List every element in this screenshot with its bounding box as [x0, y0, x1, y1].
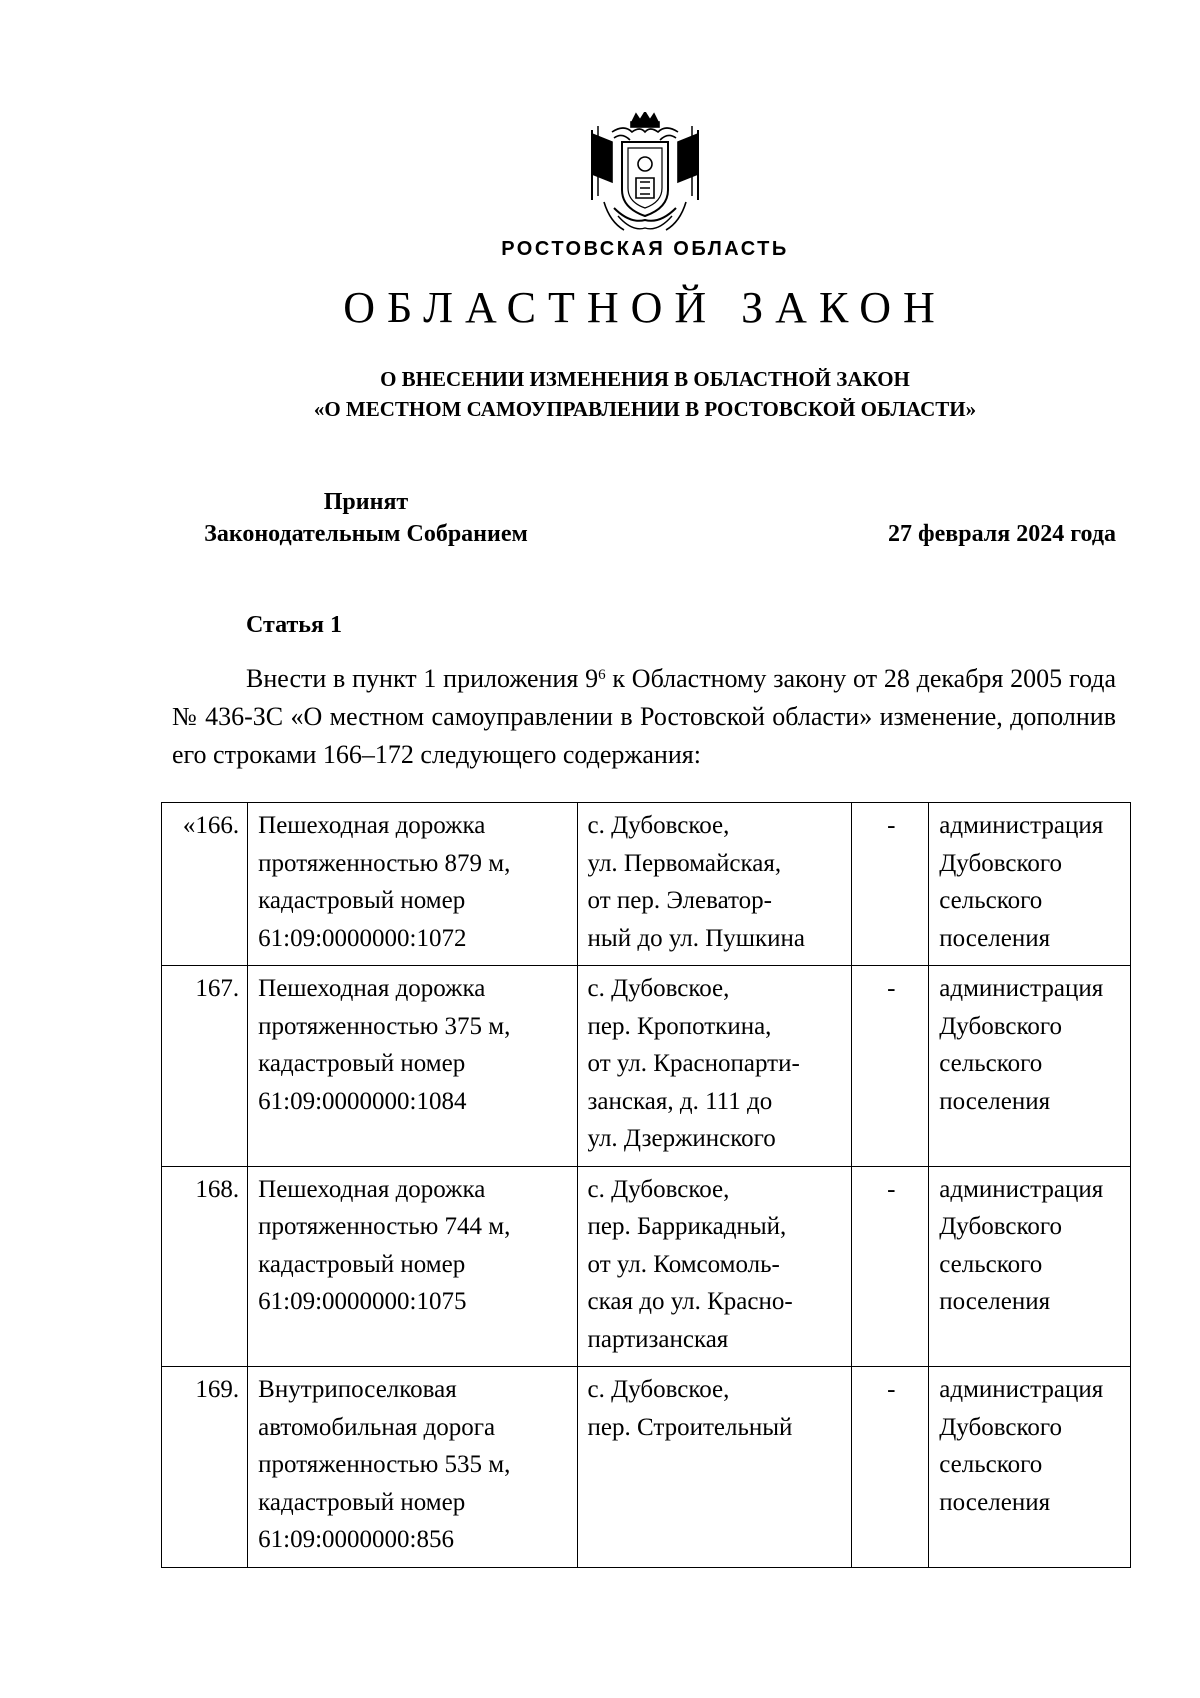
cell-line: с. Дубовское, [587, 1376, 730, 1403]
cell-line: Пешеходная дорожка [258, 812, 486, 839]
law-title-line: «О МЕСТНОМ САМОУПРАВЛЕНИИ В РОСТОВСКОЙ ОБЛАСТИ» [313, 397, 977, 421]
row-number: «166. [162, 803, 248, 966]
document-type: ОБЛАСТНОЙ ЗАКОН [343, 283, 947, 332]
object-name [248, 966, 577, 1167]
cell-line: сельского [939, 1250, 1043, 1278]
cell-line: ный до ул. Пушкина [587, 924, 806, 952]
cell-line: ул. Дзержинского [587, 1125, 776, 1152]
cell-line: Пешеходная дорожка [258, 975, 486, 1002]
object-name [248, 803, 577, 966]
cell-line: 61:09:0000000:856 [258, 1526, 454, 1553]
owner-cell [929, 1166, 1131, 1367]
row-number: 169. [162, 1367, 248, 1568]
cell-line: поселения [939, 1087, 1051, 1115]
adopted-by-line: Принят [323, 489, 409, 515]
cell-line: ул. Первомайская, [587, 849, 782, 877]
cell-line: Дубовского [939, 1012, 1062, 1040]
region-name: РОСТОВСКАЯ ОБЛАСТЬ [501, 238, 789, 260]
row-number: 167. [162, 966, 248, 1167]
cell-line: пер. Баррикадный, [587, 1213, 787, 1240]
article-heading: Статья 1 [246, 612, 342, 638]
article-text-part: Внести в пункт 1 приложения 9 [246, 664, 599, 693]
object-location [577, 966, 852, 1167]
adopted-by [176, 486, 556, 550]
cell-line: кадастровый номер [258, 1050, 466, 1077]
article-text-part: к Областному закону от 28 декабря 2005 года № 436-ЗС «О местном самоуправлении в Ростовской области» изменение, дополнив его строками 166–172 следующего содержания: [172, 664, 1116, 769]
dash-cell: - [852, 803, 929, 966]
cell-line: поселения [939, 924, 1051, 952]
cell-line: сельского [939, 1050, 1043, 1077]
cell-line: Дубовского [939, 1413, 1062, 1441]
cell-line: сельского [939, 1451, 1043, 1478]
cell-line: сельского [939, 887, 1043, 914]
cell-line: партизанская [587, 1325, 729, 1353]
cell-line: администрация [939, 1175, 1104, 1203]
owner-cell [929, 1367, 1131, 1568]
object-name [248, 1367, 577, 1568]
cell-line: автомобильная дорога [258, 1413, 496, 1441]
object-location [577, 1166, 852, 1367]
coat-of-arms-icon [584, 112, 706, 240]
owner-cell [929, 803, 1131, 966]
cell-line: от ул. Комсомоль- [587, 1250, 780, 1278]
cell-line: Дубовского [939, 849, 1062, 877]
object-location [577, 1367, 852, 1568]
cell-line: кадастровый номер [258, 1250, 466, 1278]
cell-line: кадастровый номер [258, 887, 466, 914]
cell-line: протяженностью 375 м, [258, 1012, 511, 1040]
table-row [162, 1166, 1131, 1367]
cell-line: от ул. Краснопарти- [587, 1050, 800, 1077]
cell-line: поселения [939, 1488, 1051, 1516]
object-name [248, 1166, 577, 1367]
cell-line: поселения [939, 1288, 1051, 1315]
cell-line: с. Дубовское, [587, 975, 730, 1002]
cell-line: Пешеходная дорожка [258, 1175, 486, 1203]
adopted-by-line: Законодательным Собранием [204, 521, 528, 547]
cell-line: 61:09:0000000:1084 [258, 1087, 467, 1115]
table-row [162, 966, 1131, 1167]
law-title [0, 364, 1200, 424]
cell-line: с. Дубовское, [587, 812, 730, 839]
dash-cell: - [852, 966, 929, 1167]
cell-line: Внутрипоселковая [258, 1376, 457, 1403]
article-superscript: 6 [598, 667, 606, 683]
table-row [162, 1367, 1131, 1568]
cell-line: от пер. Элеватор- [587, 887, 772, 914]
cell-line: кадастровый номер [258, 1488, 466, 1516]
dash-cell: - [852, 1367, 929, 1568]
table-row [162, 803, 1131, 966]
cell-line: пер. Кропоткина, [587, 1012, 772, 1040]
adoption-date: 27 февраля 2024 года [888, 521, 1116, 547]
article-text [172, 660, 1116, 774]
cell-line: протяженностью 744 м, [258, 1213, 511, 1240]
cell-line: 61:09:0000000:1075 [258, 1288, 467, 1315]
cell-line: администрация [939, 975, 1104, 1002]
cell-line: администрация [939, 1376, 1104, 1403]
object-location [577, 803, 852, 966]
cell-line: занская, д. 111 до [587, 1087, 773, 1115]
dash-cell: - [852, 1166, 929, 1367]
cell-line: с. Дубовское, [587, 1175, 730, 1203]
row-number: 168. [162, 1166, 248, 1367]
cell-line: протяженностью 879 м, [258, 849, 511, 877]
cell-line: администрация [939, 812, 1104, 839]
cell-line: пер. Строительный [587, 1413, 793, 1441]
cell-line: 61:09:0000000:1072 [258, 924, 467, 952]
owner-cell [929, 966, 1131, 1167]
cell-line: ская до ул. Красно- [587, 1288, 793, 1315]
law-title-line: О ВНЕСЕНИИ ИЗМЕНЕНИЯ В ОБЛАСТНОЙ ЗАКОН [380, 367, 910, 391]
cell-line: Дубовского [939, 1213, 1062, 1240]
amendment-table [161, 802, 1131, 1568]
cell-line: протяженностью 535 м, [258, 1451, 511, 1478]
